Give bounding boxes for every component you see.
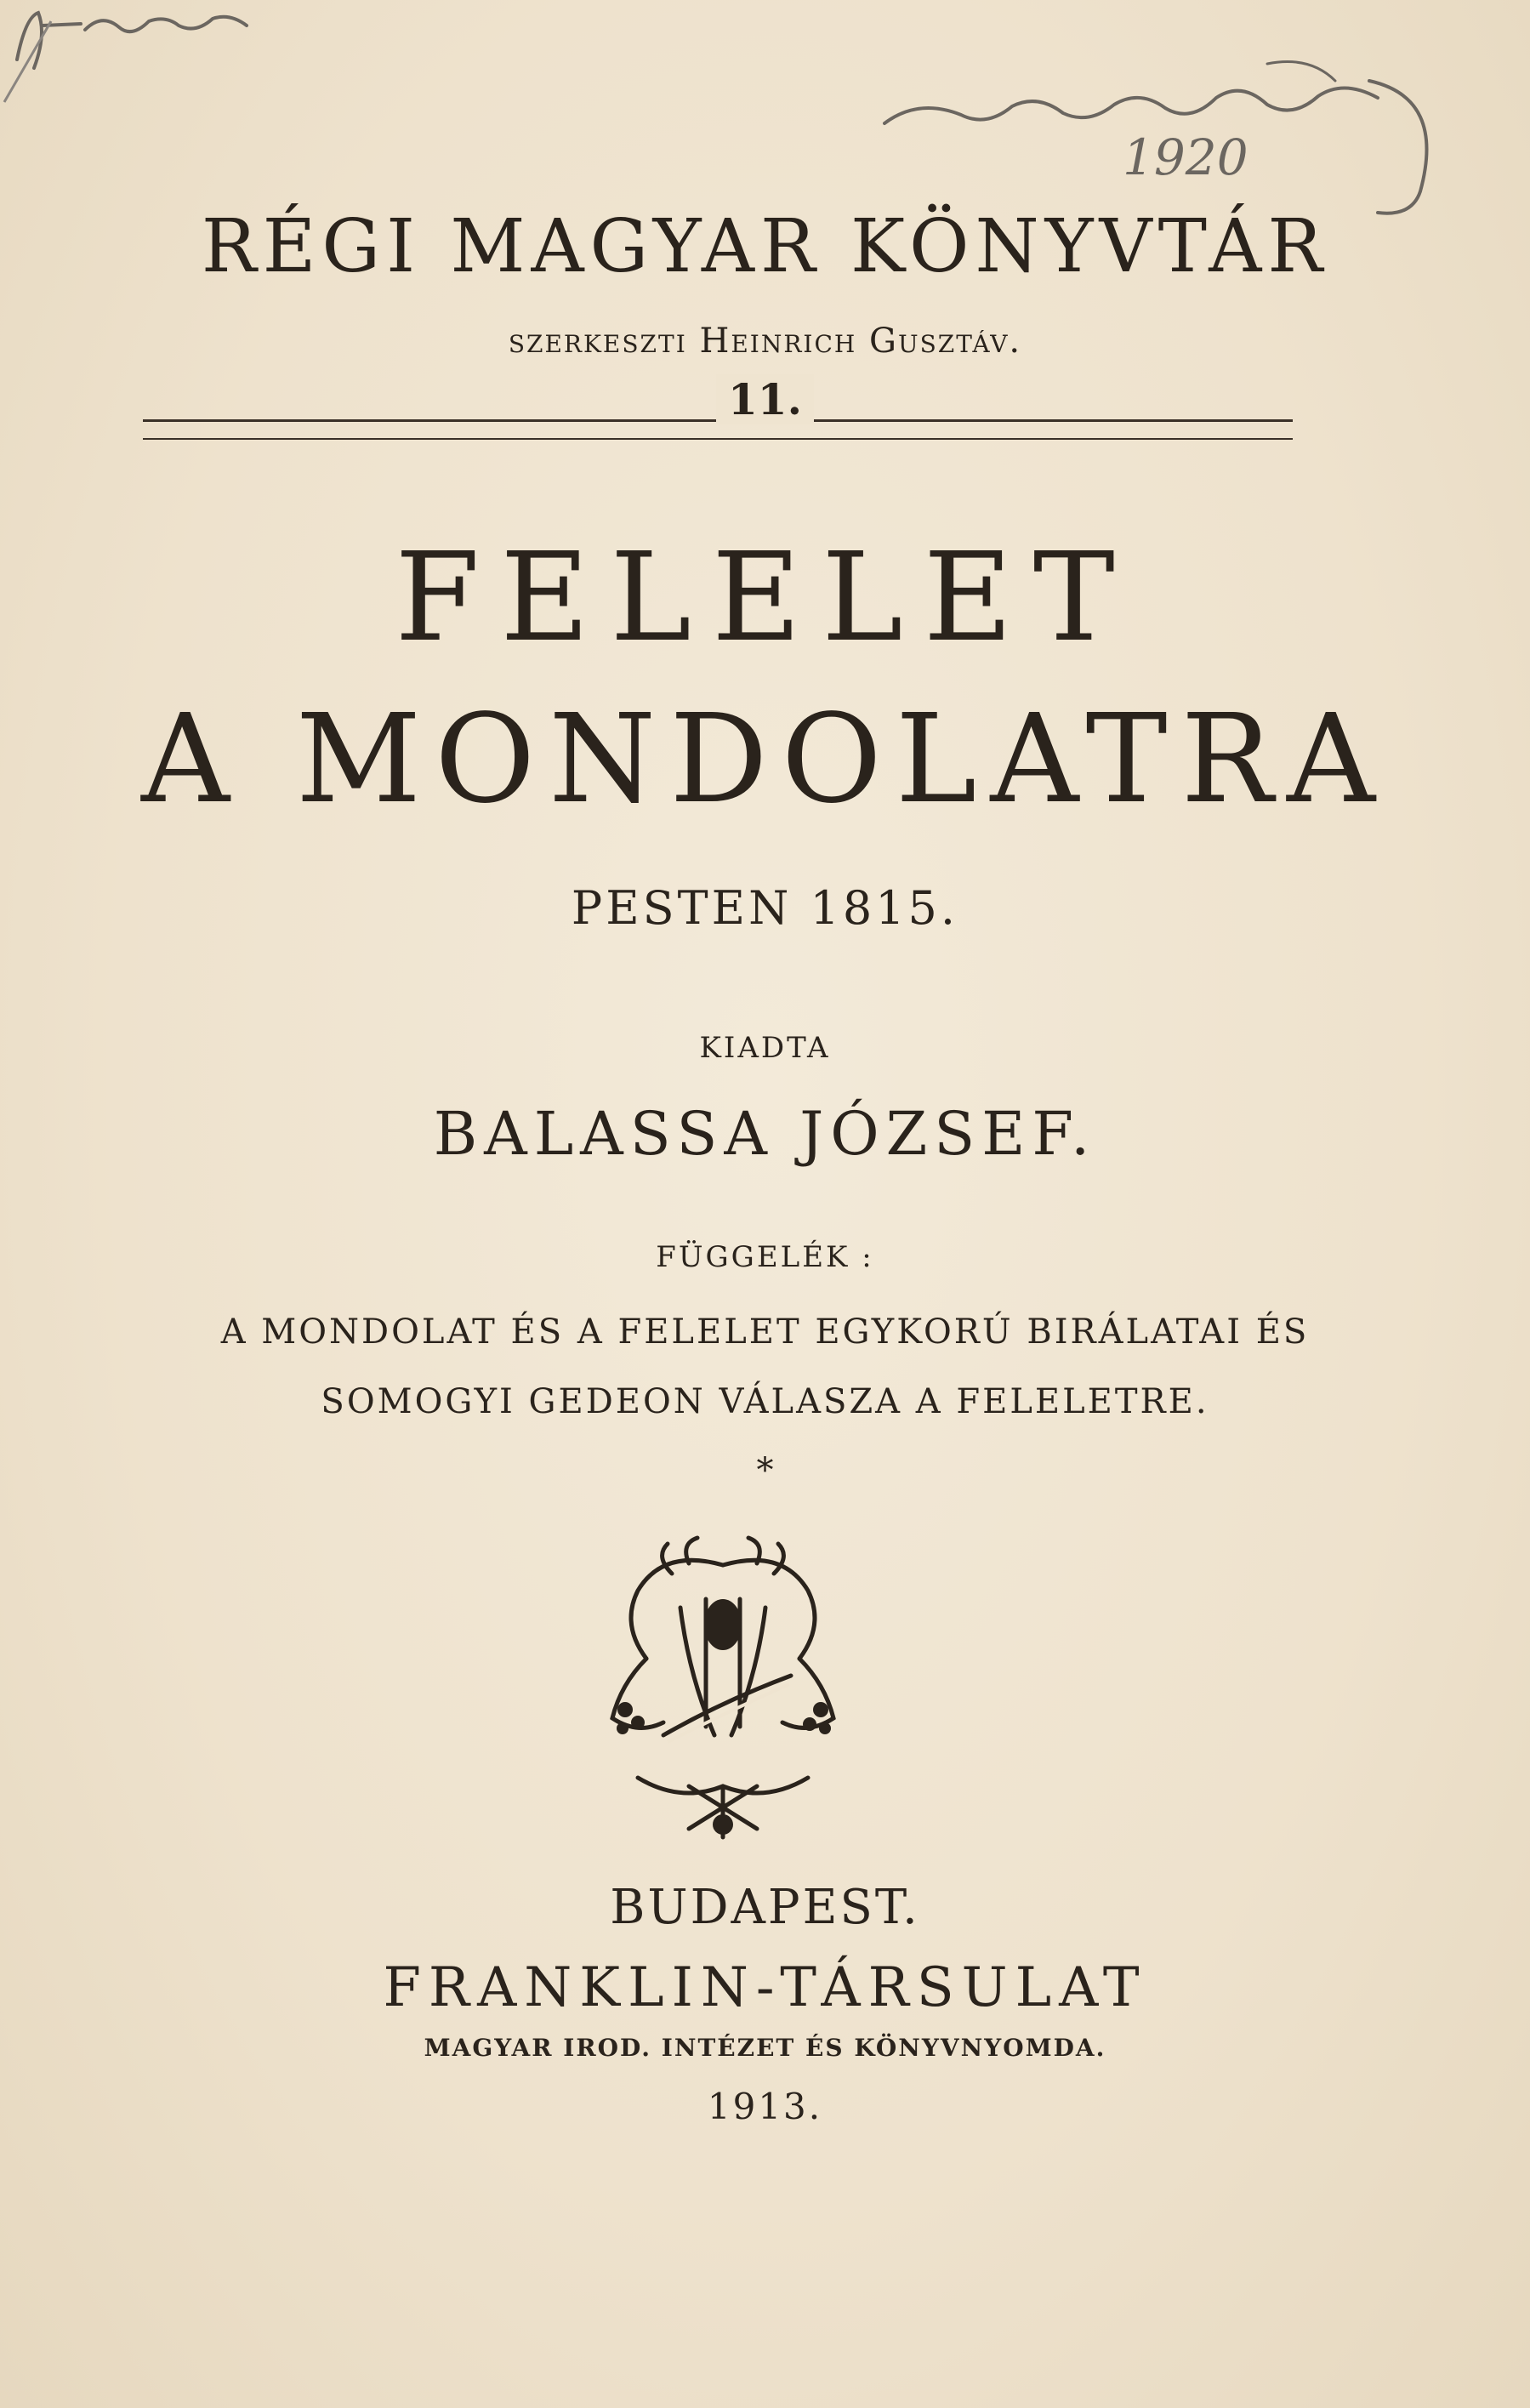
handwritten-year: 1920 [1123, 128, 1248, 186]
bottom-rule [143, 438, 1293, 440]
imprint-city: BUDAPEST. [610, 1880, 920, 1935]
imprint-year: 1913. [707, 2086, 823, 2127]
main-title-line-2: A MONDOLATRA [141, 687, 1389, 830]
series-editor-line: szerkeszti Heinrich Gusztáv. [508, 322, 1022, 361]
edited-by-label: KIADTA [699, 1031, 831, 1065]
place-date: PESTEN 1815. [571, 881, 959, 935]
main-title-line-1: FELELET [395, 526, 1135, 669]
pencil-scribble-top-left [0, 0, 272, 111]
editor-name: BALASSA JÓZSEF. [433, 1099, 1097, 1169]
appendix-line-2: SOMOGYI GEDEON VÁLASZA A FELELETRE. [321, 1382, 1209, 1421]
publisher-emblem-icon [587, 1531, 859, 1846]
star-ornament: * [756, 1451, 774, 1490]
imprint-publisher: FRANKLIN-TÁRSULAT [383, 1956, 1147, 2019]
volume-number: 11. [716, 374, 814, 424]
appendix-label: FÜGGELÉK : [656, 1240, 874, 1274]
volume-number-wrapper [0, 374, 1530, 424]
imprint-publisher-sub: MAGYAR IROD. INTÉZET ÉS KÖNYVNYOMDA. [424, 2034, 1106, 2062]
series-title: RÉGI MAGYAR KÖNYVTÁR [201, 204, 1329, 289]
appendix-line-1: A MONDOLAT ÉS A FELELET EGYKORÚ BIRÁLATAI ÉS [220, 1312, 1310, 1352]
